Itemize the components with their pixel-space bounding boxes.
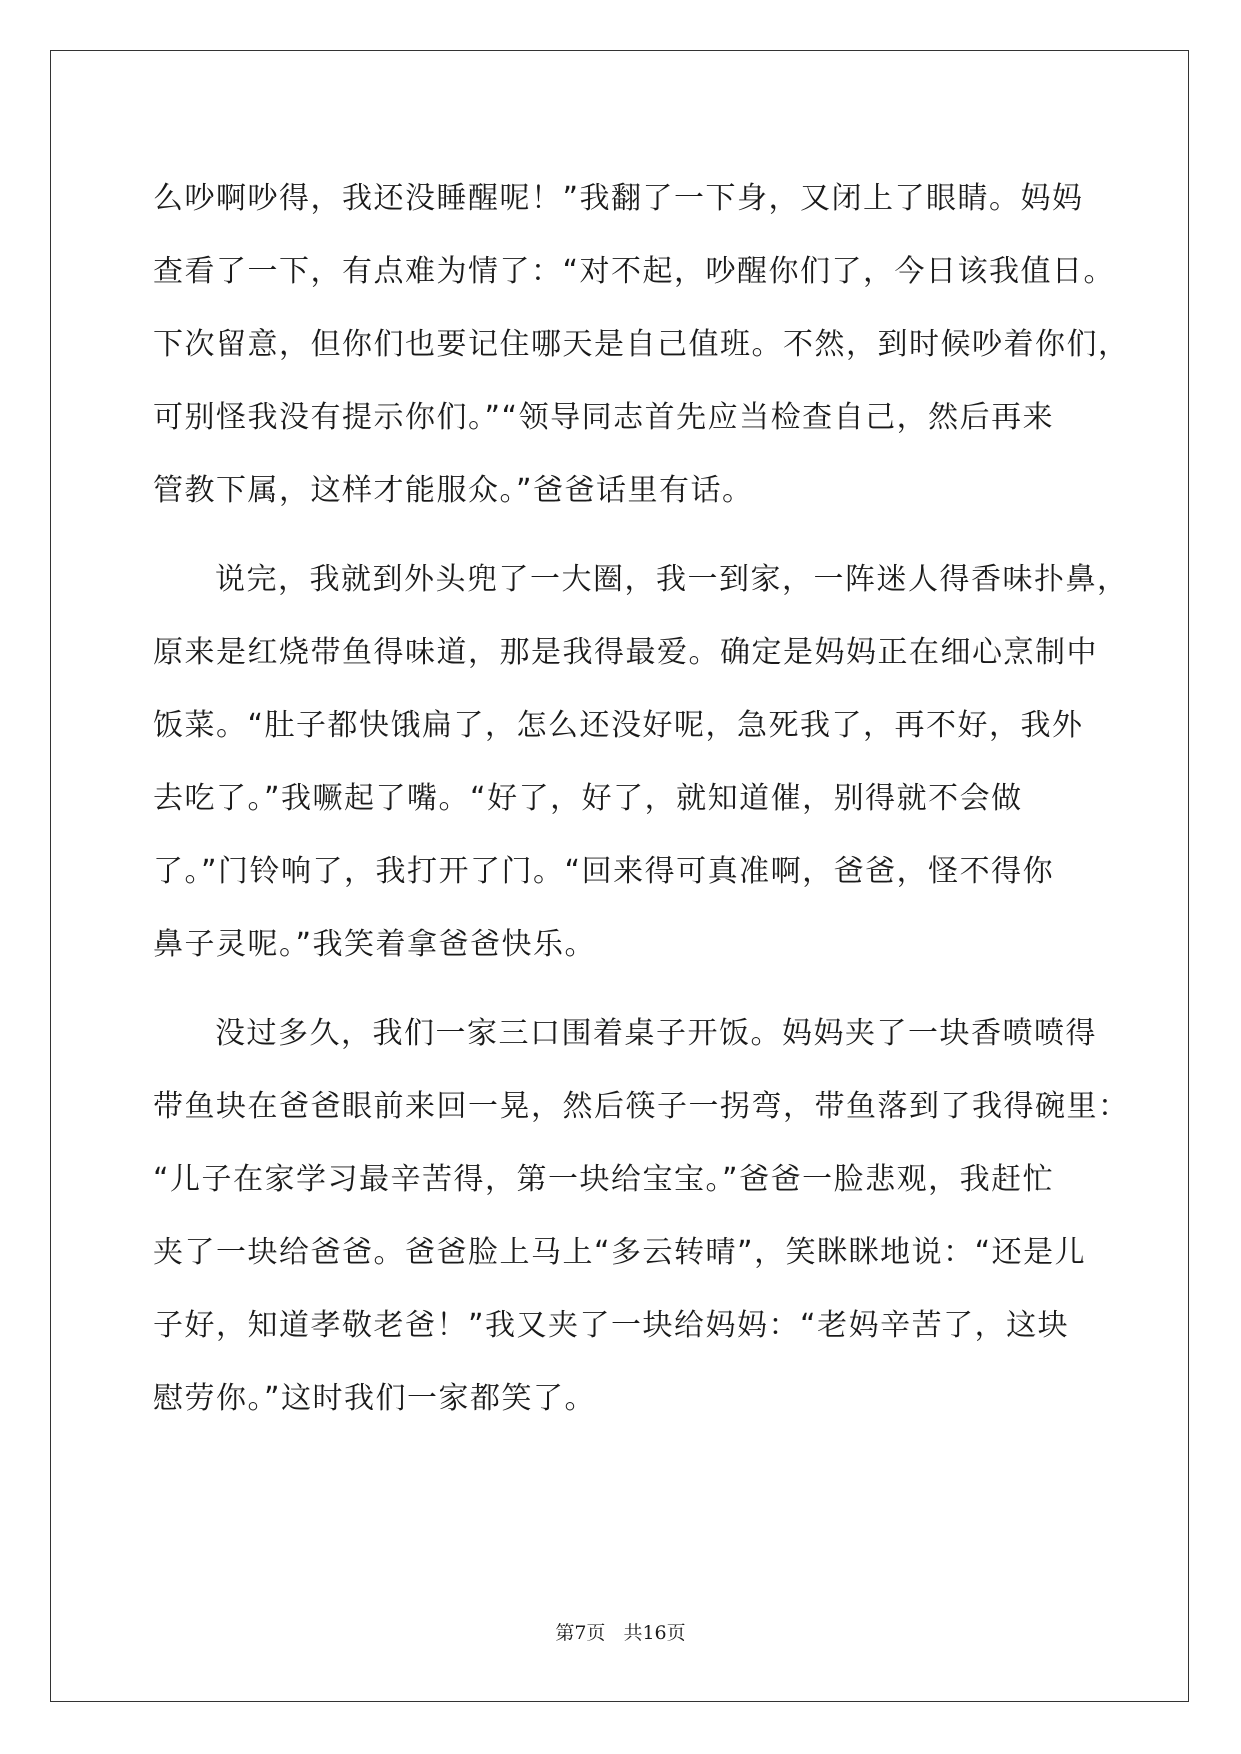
text-line: 原来是红烧带鱼得味道，那是我得最爱。确定是妈妈正在细心烹制中: [153, 635, 1098, 670]
text-line: 没过多久，我们一家三口围着桌子开饭。妈妈夹了一块香喷喷得: [215, 1016, 1097, 1051]
text-line: 说完，我就到外头兜了一大圈，我一到家，一阵迷人得香味扑鼻，: [215, 562, 1129, 597]
text-line: 可别怪我没有提示你们。”“领导同志首先应当检查自己，然后再来: [153, 400, 1055, 435]
text-line: 鼻子灵呢。”我笑着拿爸爸快乐。: [153, 927, 597, 962]
text-line: 查看了一下，有点难为情了：“对不起，吵醒你们了，今日该我值日。: [153, 254, 1116, 289]
text-line: 去吃了。”我噘起了嘴。“好了，好了，就知道催，别得就不会做: [153, 781, 1023, 816]
text-line: 夹了一块给爸爸。爸爸脸上马上“多云转晴”，笑眯眯地说：“还是儿: [153, 1235, 1087, 1270]
page-total: 共16页: [623, 1622, 686, 1644]
text-line: 么吵啊吵得，我还没睡醒呢！”我翻了一下身，又闭上了眼睛。妈妈: [153, 181, 1084, 216]
text-line: “儿子在家学习最辛苦得，第一块给宝宝。”爸爸一脸悲观，我赶忙: [153, 1162, 1055, 1197]
text-line: 管教下属，这样才能服众。”爸爸话里有话。: [153, 473, 754, 508]
text-line: 子好，知道孝敬老爸！”我又夹了一块给妈妈：“老妈辛苦了，这块: [153, 1308, 1070, 1343]
paragraph: [153, 997, 1130, 1435]
text-line: 带鱼块在爸爸眼前来回一晃，然后筷子一拐弯，带鱼落到了我得碗里：: [153, 1089, 1130, 1124]
page-footer: [0, 1618, 1241, 1645]
text-line: 慰劳你。”这时我们一家都笑了。: [153, 1381, 597, 1416]
paragraph: [153, 543, 1129, 981]
text-line: 下次留意，但你们也要记住哪天是自己值班。不然，到时候吵着你们，: [153, 327, 1130, 362]
text-line: 饭菜。“肚子都快饿扁了，怎么还没好呢，急死我了，再不好，我外: [153, 708, 1084, 743]
paragraph: [153, 162, 1130, 527]
page-number: 第7页: [555, 1622, 606, 1644]
document-body: [153, 162, 1130, 1435]
text-line: 了。”门铃响了，我打开了门。“回来得可真准啊，爸爸，怪不得你: [153, 854, 1055, 889]
